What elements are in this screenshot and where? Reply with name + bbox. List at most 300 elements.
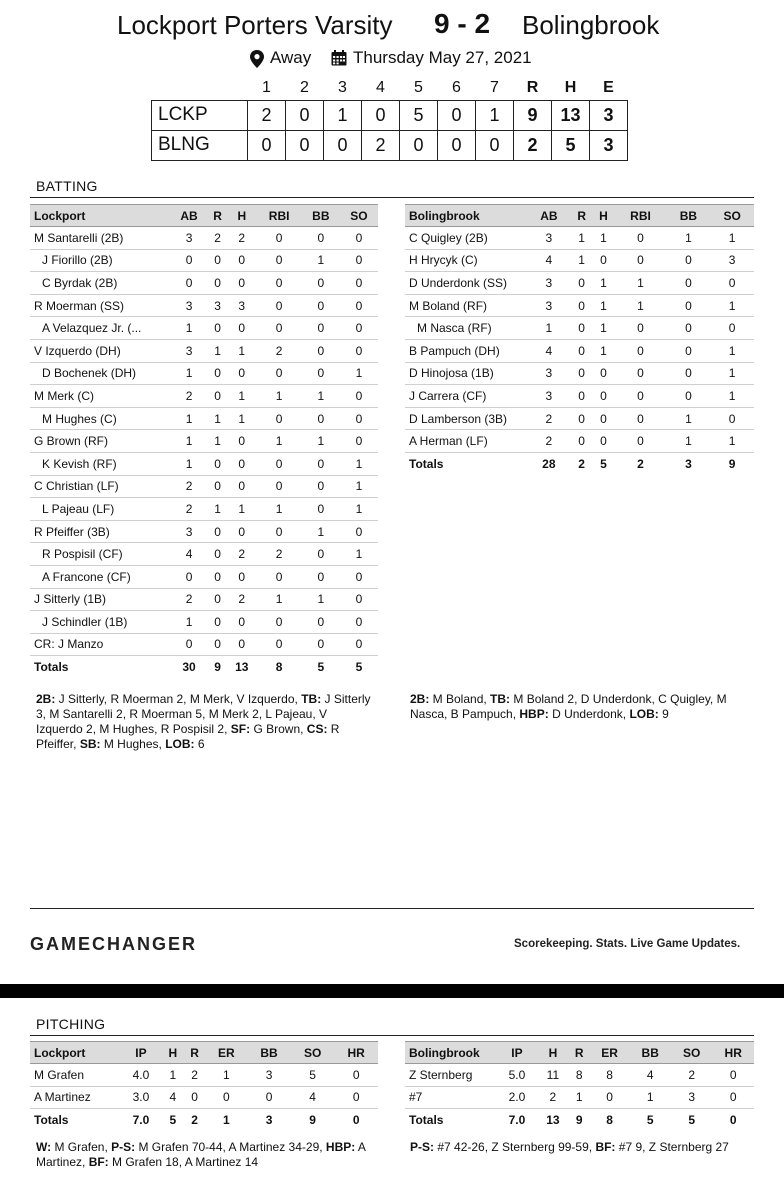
stat-value: 1 [340, 362, 378, 385]
stat-value: 3 [671, 1086, 712, 1109]
stat-column-header: AB [170, 205, 208, 227]
player-name: H Hrycyk (C) [405, 249, 527, 272]
stat-value: 2 [256, 543, 301, 566]
player-name: R Moerman (SS) [30, 294, 170, 317]
totals-value: 9 [575, 1113, 583, 1128]
batting-row [30, 317, 378, 340]
stat-value: 0 [614, 317, 666, 340]
stat-value: 1 [302, 430, 340, 453]
note-text: R Pfeiffer, [36, 722, 340, 751]
stat-value: 1 [302, 588, 340, 611]
stat-value: 0 [614, 362, 666, 385]
batting-row [405, 362, 754, 385]
totals-value: 7.0 [508, 1113, 526, 1128]
stat-value: 0 [340, 339, 378, 362]
stat-value: 0 [340, 520, 378, 543]
pitching-notes-lockport [36, 1140, 376, 1170]
batting-row [30, 227, 378, 250]
note-label: HBP: [325, 1140, 356, 1154]
batting-notes-lockport [36, 692, 376, 752]
batting-row [30, 272, 378, 295]
note-label: SB: [79, 737, 101, 751]
player-name: D Underdonk (SS) [405, 272, 527, 295]
stat-value: 0 [247, 1086, 291, 1109]
stat-value: 1 [208, 430, 227, 453]
stat-value: 0 [667, 385, 711, 408]
note-label: P-S: [111, 1140, 136, 1154]
note-text: 9 [658, 707, 669, 721]
stat-value: 1 [170, 430, 208, 453]
note-text: J Sitterly 3, M Santarelli 2, R Moerman 5, M Merk 2, L Pajeau, V Izquerdo 2, M Hughes, R Pospisil 2, [36, 692, 371, 736]
totals-value: 3 [265, 1113, 273, 1128]
stat-value: 0 [170, 272, 208, 295]
stat-value: 0 [256, 452, 301, 475]
note-label: TB: [490, 692, 511, 706]
stat-value: 1 [170, 407, 208, 430]
batting-row [405, 407, 754, 430]
pitching-section-title: PITCHING [36, 1016, 106, 1032]
stat-column-header: SO [671, 1042, 712, 1064]
note-text: #7 9, Z Sternberg 27 [615, 1140, 729, 1154]
game-header [0, 6, 784, 46]
stat-value: 3 [527, 294, 571, 317]
batting-row [405, 249, 754, 272]
stat-value: 0 [614, 430, 666, 453]
stat-value: 1 [302, 385, 340, 408]
batting-row [30, 407, 378, 430]
player-name: Z Sternberg [405, 1064, 497, 1087]
player-name: C Byrdak (2B) [30, 272, 170, 295]
stat-column-header: BB [302, 205, 340, 227]
stat-value: 1 [527, 317, 571, 340]
stat-value: 0 [302, 294, 340, 317]
stat-value: 2.0 [497, 1086, 537, 1109]
stat-value: 0 [302, 362, 340, 385]
stat-value: 0 [571, 430, 593, 453]
inning-header: 6 [452, 78, 461, 96]
stat-column-header: SO [291, 1042, 335, 1064]
totals-value: 3 [685, 456, 692, 471]
note-label: 2B: [410, 692, 430, 706]
stat-value: 1 [614, 272, 666, 295]
stat-value: 0 [667, 249, 711, 272]
stat-value: 0 [227, 249, 256, 272]
player-name: A Martinez [30, 1086, 120, 1109]
stat-value: 0 [302, 227, 340, 250]
stat-value: 1 [162, 1064, 184, 1087]
player-name: J Fiorillo (2B) [30, 249, 170, 272]
stat-value: 0 [614, 227, 666, 250]
player-name: D Bochenek (DH) [30, 362, 170, 385]
pitching-row [405, 1086, 754, 1109]
stat-value: 2 [537, 1086, 569, 1109]
stat-value: 1 [710, 430, 754, 453]
batting-totals-row [405, 452, 754, 475]
note-text: A Martinez, [36, 1140, 366, 1169]
stat-value: 1 [227, 407, 256, 430]
pitching-divider [30, 1035, 754, 1036]
note-label: 2B: [36, 692, 56, 706]
batting-row [405, 272, 754, 295]
stat-value: 2 [170, 588, 208, 611]
stat-value: 0 [302, 633, 340, 656]
stat-value: 3 [527, 227, 571, 250]
stat-value: 0 [302, 339, 340, 362]
stat-value: 8 [590, 1064, 630, 1087]
stat-value: 1 [256, 430, 301, 453]
stat-value: 1 [256, 498, 301, 521]
inning-header: 2 [300, 78, 309, 96]
batting-row [405, 317, 754, 340]
stat-value: 0 [710, 407, 754, 430]
stat-value: 0 [256, 520, 301, 543]
errors-total: 3 [590, 100, 628, 130]
stat-value: 1 [340, 475, 378, 498]
totals-value: 28 [542, 456, 556, 471]
stat-value: 1 [569, 1086, 590, 1109]
totals-label: Totals [34, 1113, 69, 1128]
stat-column-header: BB [247, 1042, 291, 1064]
stat-value: 0 [227, 430, 256, 453]
player-name: M Hughes (C) [30, 407, 170, 430]
stat-value: 0 [256, 317, 301, 340]
stat-value: 8 [569, 1064, 590, 1087]
batting-row [30, 385, 378, 408]
batting-row [30, 249, 378, 272]
batting-row [30, 430, 378, 453]
stat-value: 1 [170, 452, 208, 475]
stat-column-header: ER [205, 1042, 247, 1064]
runs-total: 9 [514, 100, 552, 130]
stat-column-header: IP [497, 1042, 537, 1064]
player-name: R Pfeiffer (3B) [30, 520, 170, 543]
note-label: CS: [306, 722, 328, 736]
final-score: 9 - 2 [434, 8, 491, 39]
stat-value: 0 [593, 362, 615, 385]
stat-value: 0 [593, 407, 615, 430]
page-break [0, 984, 784, 998]
stat-value: 1 [227, 339, 256, 362]
stat-value: 3 [170, 227, 208, 250]
note-text: M Hughes, [100, 737, 166, 751]
stat-value: 0 [340, 227, 378, 250]
stat-value: 0 [208, 588, 227, 611]
batting-section-title: BATTING [36, 178, 98, 194]
stat-value: 0 [571, 339, 593, 362]
stat-value: 0 [590, 1086, 630, 1109]
stat-value: 0 [302, 611, 340, 634]
player-name: B Pampuch (DH) [405, 339, 527, 362]
inning-runs: 1 [324, 100, 362, 130]
totals-value: 5 [646, 1113, 654, 1128]
stat-value: 0 [302, 543, 340, 566]
stat-value: 2 [227, 588, 256, 611]
note-label: P-S: [410, 1140, 434, 1154]
note-text: M Boland 2, D Underdonk, C Quigley, M Nasca, B Pampuch, [410, 692, 727, 721]
player-name: A Velazquez Jr. (... [30, 317, 170, 340]
stat-value: 0 [208, 362, 227, 385]
pitching-page [0, 998, 784, 1200]
stat-value: 0 [302, 452, 340, 475]
player-name: M Santarelli (2B) [30, 227, 170, 250]
stat-column-header: H [593, 205, 615, 227]
totals-value: 9 [214, 660, 221, 675]
inning-header: 1 [262, 78, 271, 96]
stat-value: 4 [162, 1086, 184, 1109]
batting-notes-bolingbrook [410, 692, 754, 722]
stat-value: 1 [227, 385, 256, 408]
stat-value: 0 [208, 520, 227, 543]
stat-value: 1 [629, 1086, 670, 1109]
stat-column-header: RBI [256, 205, 301, 227]
totals-value: 5 [688, 1113, 696, 1128]
stat-value: 0 [571, 272, 593, 295]
player-name: M Nasca (RF) [405, 317, 527, 340]
batting-row [30, 633, 378, 656]
stat-value: 0 [334, 1086, 378, 1109]
player-name: R Pospisil (CF) [30, 543, 170, 566]
stat-value: 0 [170, 633, 208, 656]
pitching-row [30, 1086, 378, 1109]
stat-value: 3 [527, 272, 571, 295]
line-score-team: LCKP [152, 100, 248, 130]
rhe-header: H [564, 78, 577, 96]
line-score-team: BLNG [152, 130, 248, 160]
hits-total: 5 [552, 130, 590, 160]
stat-value: 4 [629, 1064, 670, 1087]
line-score-row [152, 130, 628, 160]
batting-row [30, 294, 378, 317]
stat-value: 0 [208, 452, 227, 475]
stat-value: 0 [227, 633, 256, 656]
note-text: J Sitterly, R Moerman 2, M Merk, V Izquerdo, [55, 692, 302, 706]
stat-column-header: R [208, 205, 227, 227]
stat-value: 3 [208, 294, 227, 317]
stat-column-header: R [569, 1042, 590, 1064]
note-label: BF: [595, 1140, 616, 1154]
inning-header: 7 [490, 78, 499, 96]
stat-value: 0 [340, 611, 378, 634]
stat-value: 0 [208, 633, 227, 656]
totals-value: 7.0 [132, 1113, 150, 1128]
stat-value: 4 [527, 249, 571, 272]
totals-value: 8 [275, 660, 283, 675]
team-column-header: Lockport [30, 1042, 120, 1064]
stat-value: 1 [340, 498, 378, 521]
stat-column-header: R [571, 205, 593, 227]
batting-table-bolingbrook [405, 204, 754, 475]
stat-value: 0 [667, 317, 711, 340]
stat-value: 4.0 [120, 1064, 162, 1087]
player-name: #7 [405, 1086, 497, 1109]
hits-total: 13 [552, 100, 590, 130]
stat-value: 0 [208, 543, 227, 566]
player-name: V Izquerdo (DH) [30, 339, 170, 362]
batting-row [30, 362, 378, 385]
batting-row [405, 339, 754, 362]
player-name: J Carrera (CF) [405, 385, 527, 408]
stat-value: 0 [256, 227, 301, 250]
stat-value: 0 [571, 362, 593, 385]
stat-column-header: AB [527, 205, 571, 227]
rhe-header: E [603, 78, 614, 96]
note-text: M Grafen 18, A Martinez 14 [108, 1155, 259, 1169]
stat-value: 0 [571, 294, 593, 317]
stat-value: 0 [302, 475, 340, 498]
totals-label: Totals [34, 660, 69, 675]
player-name: L Pajeau (LF) [30, 498, 170, 521]
inning-runs: 0 [476, 130, 514, 160]
stat-value: 1 [614, 294, 666, 317]
inning-header: 3 [338, 78, 347, 96]
note-text: M Boland, [429, 692, 491, 706]
stat-value: 0 [256, 611, 301, 634]
stat-value: 0 [256, 362, 301, 385]
stat-value: 0 [227, 317, 256, 340]
stat-value: 0 [340, 272, 378, 295]
stat-value: 0 [710, 317, 754, 340]
calendar-icon [331, 50, 347, 66]
stat-value: 0 [667, 294, 711, 317]
batting-row [30, 588, 378, 611]
totals-value: 5 [355, 660, 363, 675]
note-text: M Grafen 70-44, A Martinez 34-29, [135, 1140, 326, 1154]
totals-value: 2 [578, 456, 585, 471]
stat-value: 4 [527, 339, 571, 362]
stat-value: 5.0 [497, 1064, 537, 1087]
stat-value: 1 [593, 272, 615, 295]
stat-value: 1 [205, 1064, 247, 1087]
stat-value: 1 [302, 249, 340, 272]
inning-runs: 2 [248, 100, 286, 130]
stat-value: 1 [593, 294, 615, 317]
stat-value: 4 [291, 1086, 335, 1109]
batting-row [405, 385, 754, 408]
player-name: M Grafen [30, 1064, 120, 1087]
map-pin-icon [250, 50, 264, 68]
batting-row [30, 565, 378, 588]
stat-column-header: H [537, 1042, 569, 1064]
inning-runs: 5 [400, 100, 438, 130]
stat-column-header: BB [667, 205, 711, 227]
inning-runs: 0 [286, 100, 324, 130]
stat-value: 1 [710, 385, 754, 408]
player-name: A Herman (LF) [405, 430, 527, 453]
stat-value: 1 [302, 520, 340, 543]
batting-row [30, 611, 378, 634]
inning-runs: 0 [362, 100, 400, 130]
stat-value: 0 [340, 385, 378, 408]
stat-value: 0 [593, 430, 615, 453]
stat-value: 1 [571, 249, 593, 272]
stat-value: 2 [227, 543, 256, 566]
totals-value: 2 [637, 456, 644, 471]
batting-table-lockport [30, 204, 378, 678]
stat-value: 1 [227, 498, 256, 521]
stat-value: 0 [614, 407, 666, 430]
totals-value: 2 [191, 1113, 198, 1128]
inning-runs: 0 [286, 130, 324, 160]
totals-value: 8 [606, 1113, 613, 1128]
totals-value: 5 [600, 456, 607, 471]
stat-value: 1 [256, 385, 301, 408]
batting-row [30, 498, 378, 521]
stat-value: 0 [302, 317, 340, 340]
stat-column-header: SO [710, 205, 754, 227]
stat-value: 0 [208, 565, 227, 588]
stat-value: 0 [340, 565, 378, 588]
stat-value: 1 [170, 317, 208, 340]
line-score-header [152, 76, 628, 100]
stat-value: 3 [527, 362, 571, 385]
stat-value: 0 [571, 385, 593, 408]
line-score-row [152, 100, 628, 130]
runs-total: 2 [514, 130, 552, 160]
stat-value: 0 [340, 317, 378, 340]
footer-divider [30, 908, 754, 909]
pitching-row [30, 1064, 378, 1087]
stat-value: 0 [614, 385, 666, 408]
home-team-name: Lockport Porters Varsity [117, 10, 393, 40]
stat-value: 5 [291, 1064, 335, 1087]
note-text: 6 [194, 737, 205, 751]
stat-column-header: RBI [614, 205, 666, 227]
batting-divider [30, 197, 754, 198]
stat-value: 0 [227, 272, 256, 295]
note-label: LOB: [629, 707, 659, 721]
stat-value: 2 [527, 430, 571, 453]
stat-value: 0 [256, 272, 301, 295]
stat-value: 1 [208, 498, 227, 521]
inning-runs: 0 [438, 100, 476, 130]
stat-value: 1 [593, 339, 615, 362]
stat-value: 1 [340, 543, 378, 566]
stat-column-header: BB [629, 1042, 670, 1064]
pitching-notes-bolingbrook [410, 1140, 740, 1155]
stat-value: 0 [712, 1064, 754, 1087]
totals-value: 13 [546, 1113, 560, 1128]
stat-column-header: H [162, 1042, 184, 1064]
stat-value: 2 [208, 227, 227, 250]
stat-value: 3 [170, 294, 208, 317]
totals-label: Totals [409, 456, 444, 471]
note-text: M Grafen, [51, 1140, 112, 1154]
stat-value: 0 [227, 611, 256, 634]
stat-value: 0 [302, 407, 340, 430]
batting-row [30, 452, 378, 475]
totals-value: 30 [182, 660, 196, 675]
errors-total: 3 [590, 130, 628, 160]
stat-column-header: R [184, 1042, 206, 1064]
batting-row [405, 430, 754, 453]
stat-value: 0 [340, 633, 378, 656]
stat-value: 3 [170, 339, 208, 362]
stat-value: 0 [667, 362, 711, 385]
note-label: BF: [88, 1155, 109, 1169]
inning-runs: 1 [476, 100, 514, 130]
player-name: K Kevish (RF) [30, 452, 170, 475]
team-column-header: Bolingbrook [405, 1042, 497, 1064]
totals-value: 13 [235, 660, 249, 675]
stat-value: 1 [340, 452, 378, 475]
stat-value: 4 [170, 543, 208, 566]
stat-value: 0 [302, 498, 340, 521]
game-meta [0, 47, 784, 69]
stat-value: 0 [340, 430, 378, 453]
stat-value: 3 [170, 520, 208, 543]
pitching-table-lockport [30, 1041, 378, 1131]
batting-row [30, 520, 378, 543]
